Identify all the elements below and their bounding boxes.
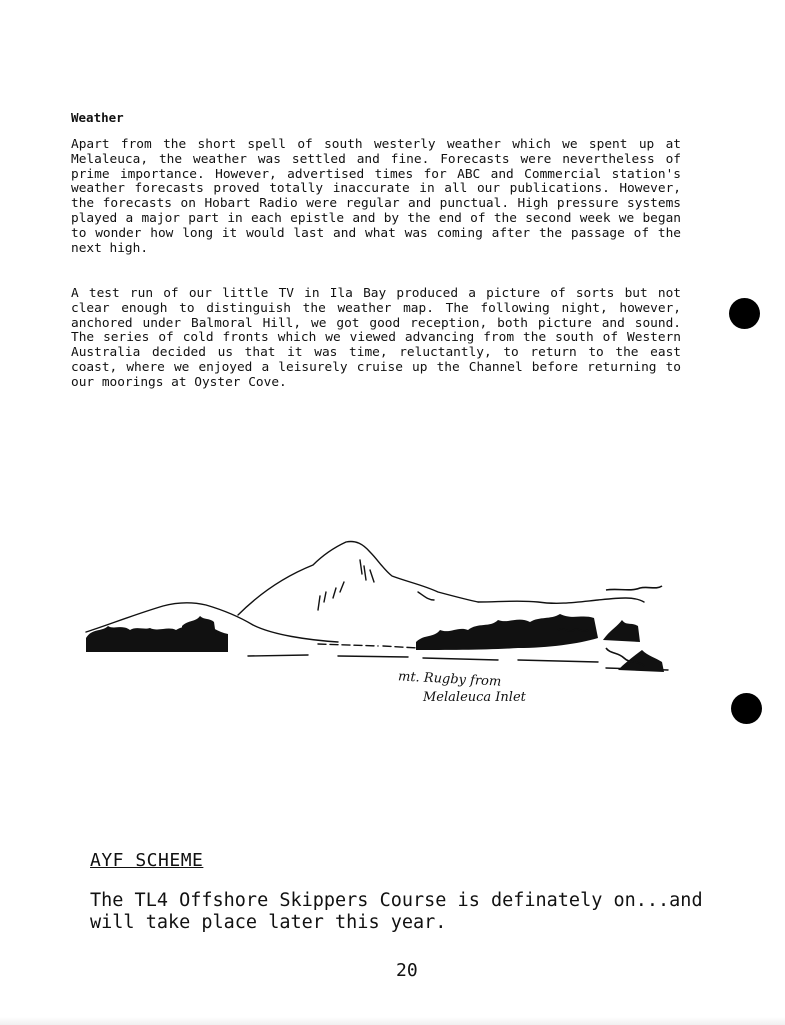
sketch-caption-line-2: Melaleuca Inlet — [423, 690, 526, 705]
weather-paragraph-2: A test run of our little TV in Ila Bay produced a picture of sorts but not clear enough to distinguish the weather map. The following night, however, anchored under Balmoral Hill, we got good reception, both picture and sound. The series of cold fronts which we viewed advancing from the south of Western Australia decided us that it was time, reluctantly, to return to the east coast, where we enjoyed a leisurely cruise up the Channel before returning to our moorings at Oyster Cove. — [71, 286, 681, 390]
mountain-sketch — [78, 530, 678, 730]
weather-heading: Weather — [71, 110, 124, 125]
ayf-scheme-body: The TL4 Offshore Skippers Course is definately on...and will take place later this year. — [90, 890, 703, 933]
binder-hole-top — [729, 298, 760, 329]
weather-paragraph-1: Apart from the short spell of south westerly weather which we spent up at Melaleuca, the weather was settled and fine. Forecasts were nevertheless of prime importance. However, advertised times for ABC and Commercial station's weather forecasts proved totally inaccurate in all our publications. However, the forecasts on Hobart Radio were regular and punctual. High pressure systems played a major part in each epistle and by the end of the second week we began to wonder how long it would last and what was coming after the passage of the next high. — [71, 137, 681, 256]
page-number: 20 — [396, 960, 418, 981]
binder-hole-bottom — [731, 693, 762, 724]
page-edge-shadow — [0, 1017, 785, 1025]
ayf-scheme-title: AYF SCHEME — [90, 850, 204, 871]
sketch-caption-line-1: mt. Rugby from — [397, 669, 502, 690]
